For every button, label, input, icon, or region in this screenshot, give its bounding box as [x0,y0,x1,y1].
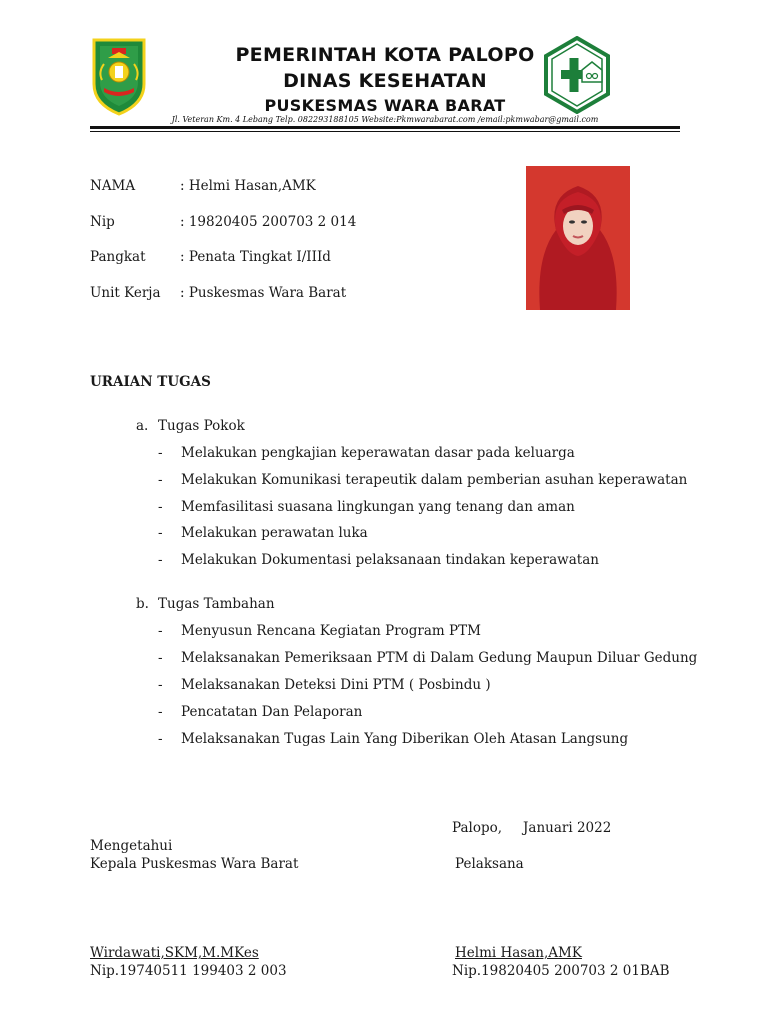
tugas-pokok-title: Tugas Pokok [158,418,245,434]
signature-date: Januari 2022 [523,820,612,836]
signature-right-name: Helmi Hasan,AMK [455,945,582,961]
bullet: - [158,677,163,693]
tugas-pokok-marker: a. [136,418,149,434]
bullet: - [158,525,163,541]
header-divider-thin [90,131,680,132]
signature-left-caption-2: Kepala Puskesmas Wara Barat [90,856,299,872]
identity-value-pangkat: : Penata Tingkat I/IIId [180,249,331,265]
tugas-tambahan-item: Melaksanakan Deteksi Dini PTM ( Posbindu ) [181,677,491,693]
bullet: - [158,472,163,488]
identity-value-nip: : 19820405 200703 2 014 [180,214,357,230]
header-address: Jl. Veteran Km. 4 Lebang Telp. 082293188105 Website:Pkmwarabarat.com /email:pkmwabar@gmail.com [171,115,599,124]
tugas-pokok-item: Memfasilitasi suasana lingkungan yang tenang dan aman [181,499,575,515]
puskesmas-logo [544,36,610,114]
bullet: - [158,650,163,666]
tugas-tambahan-item: Menyusun Rencana Kegiatan Program PTM [181,623,481,639]
identity-value-nama: : Helmi Hasan,AMK [180,178,316,194]
palopo-city-logo [90,36,148,116]
section-title-uraian-tugas: URAIAN TUGAS [90,374,211,390]
bullet: - [158,499,163,515]
identity-label-unit-kerja: Unit Kerja [90,285,161,301]
tugas-pokok-item: Melakukan perawatan luka [181,525,368,541]
tugas-tambahan-marker: b. [136,596,149,612]
bullet: - [158,623,163,639]
bullet: - [158,704,163,720]
tugas-tambahan-item: Melaksanakan Pemeriksaan PTM di Dalam Gedung Maupun Diluar Gedung [181,650,698,666]
tugas-tambahan-item: Melaksanakan Tugas Lain Yang Diberikan Oleh Atasan Langsung [181,731,629,747]
signature-left-name: Wirdawati,SKM,M.MKes [90,945,259,961]
header-department: DINAS KESEHATAN [283,70,487,92]
tugas-pokok-item: Melakukan pengkajian keperawatan dasar pada keluarga [181,445,575,461]
signature-right-nip: Nip.19820405 200703 2 01BAB [452,963,670,979]
header-government: PEMERINTAH KOTA PALOPO [235,44,535,66]
identity-value-unit-kerja: : Puskesmas Wara Barat [180,285,347,301]
portrait-illustration [526,166,630,310]
identity-label-nama: NAMA [90,178,136,194]
tugas-tambahan-item: Pencatatan Dan Pelaporan [181,704,363,720]
identity-label-pangkat: Pangkat [90,249,146,265]
signature-right-caption: Pelaksana [455,856,524,872]
signature-left-nip: Nip.19740511 199403 2 003 [90,963,287,979]
signature-place: Palopo, [452,820,503,836]
bullet: - [158,731,163,747]
tugas-tambahan-title: Tugas Tambahan [158,596,275,612]
bullet: - [158,552,163,568]
header-divider-thick [90,126,680,129]
bullet: - [158,445,163,461]
tugas-pokok-item: Melakukan Komunikasi terapeutik dalam pemberian asuhan keperawatan [181,472,688,488]
header-puskesmas: PUSKESMAS WARA BARAT [264,96,506,115]
tugas-pokok-item: Melakukan Dokumentasi pelaksanaan tindakan keperawatan [181,552,599,568]
profile-photo [526,166,630,310]
signature-left-caption-1: Mengetahui [90,838,173,854]
identity-label-nip: Nip [90,214,115,230]
